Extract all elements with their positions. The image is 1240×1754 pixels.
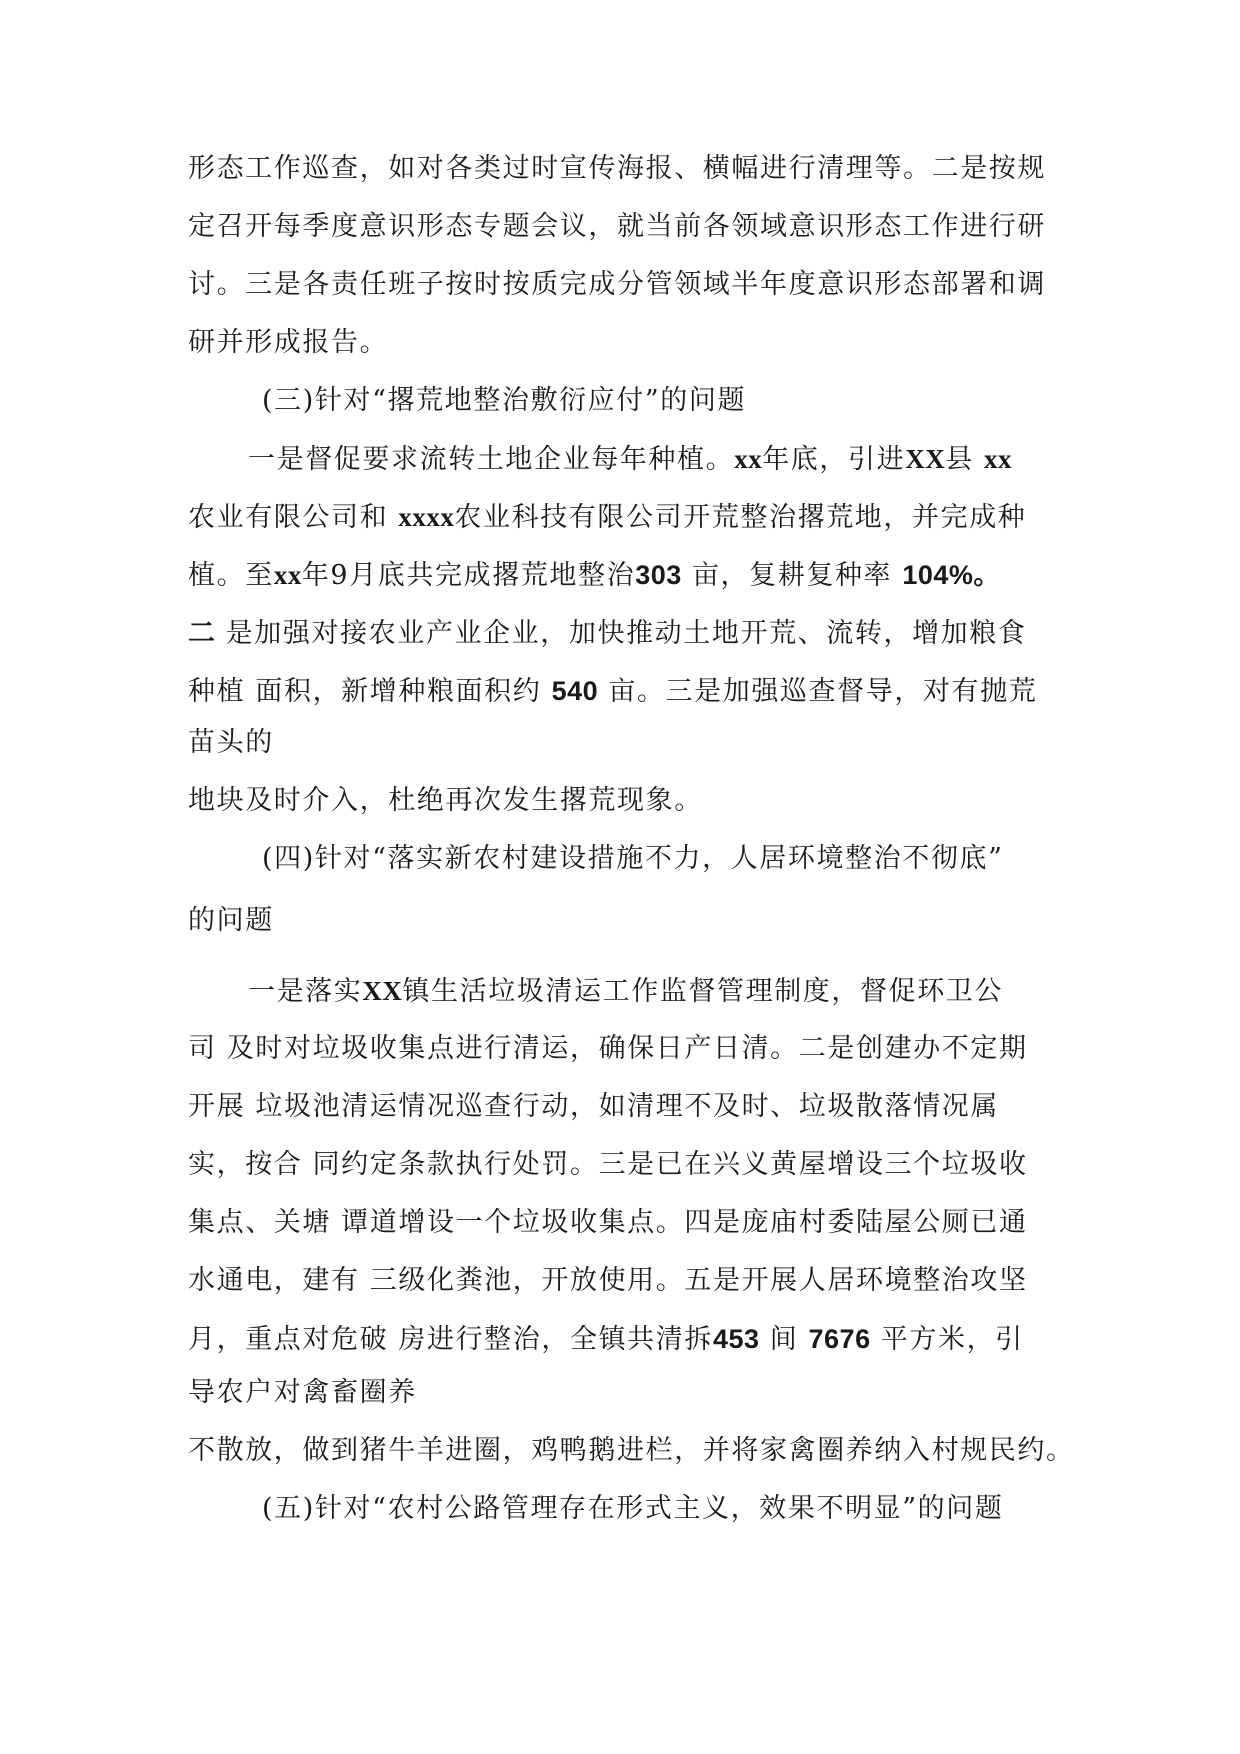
paragraph-line [188, 1322, 1024, 1357]
paragraph-line: 讨。三是各责任班子按时按质完成分管领域半年度意识形态部署和调 [188, 269, 1046, 300]
text-run: 9 [330, 560, 350, 591]
text-run: 7676 [808, 1324, 871, 1354]
paragraph-line: 导农户对禽畜圈养 [188, 1377, 417, 1408]
text-run: 镇生活垃圾清运工作监督管理制度，督促环卫公 [402, 976, 1004, 1007]
text-run: 年底，引进 [762, 444, 906, 475]
paragraph-line: 集点、关塘 谭道增设一个垃圾收集点。四是庞庙村委陆屋公厕已通 [188, 1207, 1028, 1238]
text-run: 年 [301, 560, 331, 591]
paragraph-line [188, 558, 1001, 593]
paragraph-line: 苗头的 [188, 727, 274, 758]
paragraph-line: 形态工作巡查，如对各类过时宣传海报、横幅进行清理等。二是按规 [188, 153, 1046, 184]
paragraph-line: 不散放，做到猪牛羊进圈，鸡鸭鹅进栏，并将家禽圈养纳入村规民约。 [188, 1435, 1075, 1466]
text-run: 平方米，引 [870, 1324, 1024, 1355]
section-heading-4: (四)针对“落实新农村建设措施不力，人居环境整治不彻底” [262, 843, 1004, 874]
text-run: 农业有限公司和 [188, 502, 399, 533]
text-run: 303 [635, 560, 682, 590]
paragraph-line: 司 及时对垃圾收集点进行清运，确保日产日清。二是创建办不定期 [188, 1033, 1028, 1064]
paragraph-line: 定召开每季度意识形态专题会议，就当前各领域意识形态工作进行研 [188, 211, 1046, 242]
paragraph-line [248, 442, 1012, 477]
text-run: 植。至 [188, 560, 274, 591]
text-run: 县 [945, 444, 984, 475]
text-run: 453 [712, 1324, 760, 1354]
text-run: 月底共完成撂荒地整治 [349, 560, 636, 591]
text-run: xx [734, 444, 763, 474]
text-run: 540 [551, 676, 599, 706]
text-run: xxxx [398, 502, 455, 532]
text-run: 一是督促要求流转土地企业每年种植。 [248, 444, 735, 475]
paragraph-line: 研并形成报告。 [188, 327, 389, 358]
text-run: 亩。三是加强巡查督导，对有抛荒 [598, 676, 1038, 707]
text-run: 月，重点对危破 房进行整治，全镇共清拆 [188, 1324, 713, 1355]
section-heading-3: (三)针对“撂荒地整治敷衍应付”的问题 [262, 385, 747, 416]
paragraph-line [188, 616, 1026, 651]
text-run: 亩，复耕复种率 [681, 560, 903, 591]
section-heading-5: (五)针对“农村公路管理存在形式主义，效果不明显”的问题 [262, 1493, 1004, 1524]
paragraph-line [248, 974, 1003, 1009]
text-run: 间 [759, 1324, 809, 1355]
text-run: xx [273, 560, 302, 590]
paragraph-line [188, 674, 1037, 709]
text-run: xx [984, 444, 1012, 474]
text-run: 种植 面积，新增种粮面积约 [188, 676, 552, 707]
text-run: 是加强对接农业产业企业，加快推动土地开荒、流转，增加粮食 [215, 618, 1027, 649]
paragraph-line: 开展 垃圾池清运情况巡查行动，如清理不及时、垃圾散落情况属 [188, 1091, 999, 1122]
text-run: 二 [188, 618, 216, 648]
section-heading-4-cont: 的问题 [188, 905, 274, 936]
paragraph-line: 水通电，建有 三级化粪池，开放使用。五是开展人居环境整治攻坚 [188, 1265, 1028, 1296]
paragraph-line [188, 500, 1026, 535]
text-run: 农业科技有限公司开荒整治撂荒地，并完成种 [454, 502, 1027, 533]
text-run: XX [362, 976, 403, 1006]
text-run: 一是落实 [248, 976, 363, 1007]
text-run: XX [905, 444, 946, 474]
paragraph-line: 实，按合 同约定条款执行处罚。三是已在兴义黄屋增设三个垃圾收 [188, 1149, 1028, 1180]
paragraph-line: 地块及时介入，杜绝再次发生撂荒现象。 [188, 785, 703, 816]
text-run: 104%。 [902, 560, 1001, 590]
